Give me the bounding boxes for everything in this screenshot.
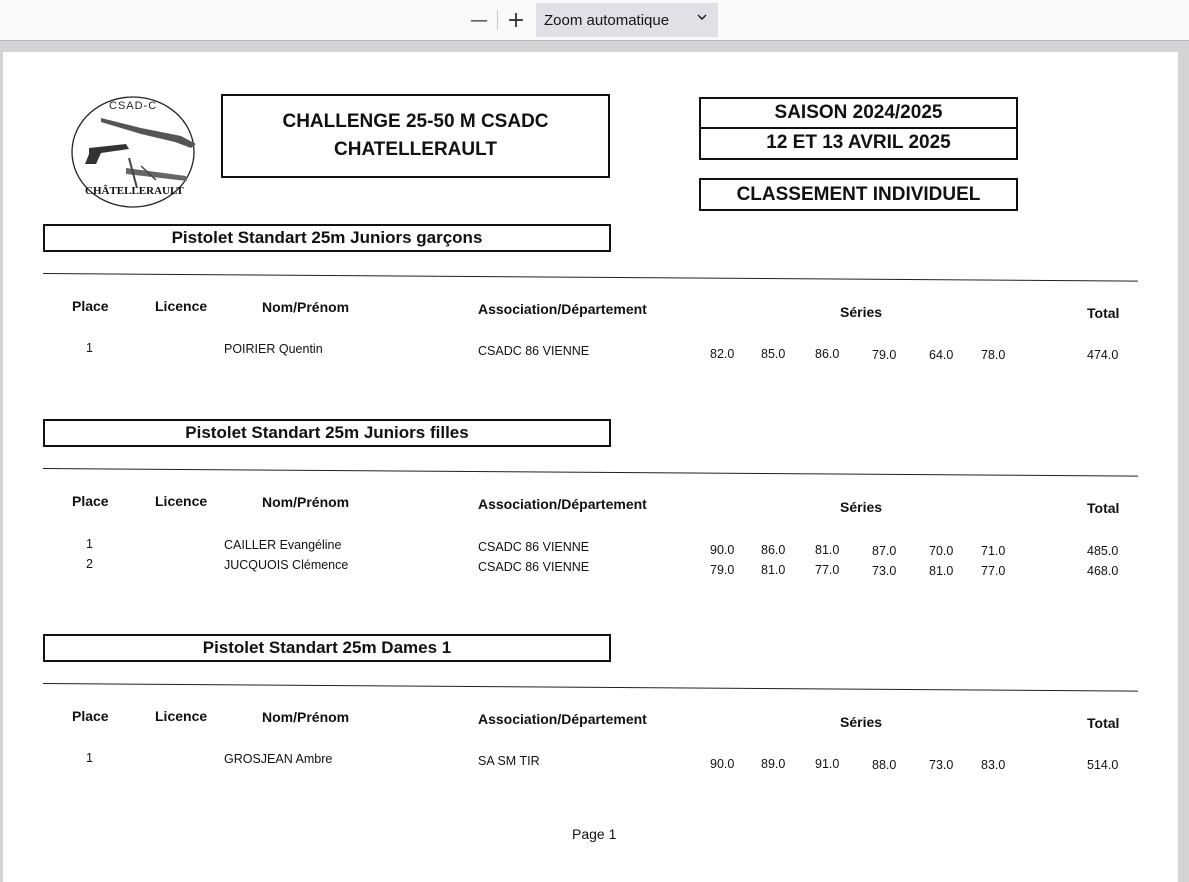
section-title: Pistolet Standart 25m Juniors garçons	[171, 228, 483, 247]
plus-icon: +	[506, 7, 526, 33]
column-header-total: Total	[1087, 305, 1120, 321]
series-cell: 86.0	[815, 347, 840, 361]
section-divider	[43, 273, 1138, 282]
association-cell: SA SM TIR	[478, 754, 540, 768]
name-cell: POIRIER Quentin	[224, 342, 323, 356]
zoom-select-value: Zoom automatique	[544, 11, 670, 29]
total-cell: 514.0	[1087, 758, 1119, 772]
place-cell: 1	[86, 341, 93, 355]
name-cell: GROSJEAN Ambre	[224, 752, 333, 766]
pdf-viewer-toolbar	[0, 0, 1189, 41]
logo-top-text: CSAD-C	[109, 100, 158, 112]
zoom-out-button[interactable]	[465, 6, 493, 34]
column-header-name: Nom/Prénom	[262, 709, 350, 725]
section-title-box	[43, 419, 611, 447]
series-cell: 81.0	[929, 564, 954, 578]
series-cell: 77.0	[815, 563, 840, 577]
total-cell: 474.0	[1087, 348, 1119, 362]
series-cell: 90.0	[710, 543, 735, 557]
page-number: Page 1	[572, 826, 617, 842]
series-cell: 89.0	[761, 757, 786, 771]
total-cell: 485.0	[1087, 544, 1119, 558]
section-title: Pistolet Standart 25m Juniors filles	[185, 423, 469, 442]
series-cell: 73.0	[929, 758, 954, 772]
chevron-down-icon	[696, 11, 708, 27]
column-header-series: Séries	[840, 499, 883, 515]
series-cell: 81.0	[815, 543, 840, 557]
ranking-label: CLASSEMENT INDIVIDUEL	[736, 183, 981, 205]
zoom-in-button[interactable]	[502, 6, 530, 34]
section-divider	[43, 683, 1138, 692]
column-header-association: Association/Département	[478, 301, 647, 317]
series-cell: 71.0	[981, 544, 1006, 558]
column-header-series: Séries	[840, 304, 883, 320]
series-cell: 88.0	[872, 758, 897, 772]
series-cell: 90.0	[710, 757, 735, 771]
zoom-select[interactable]	[536, 3, 718, 37]
place-cell: 2	[86, 557, 93, 571]
name-cell: CAILLER Evangéline	[224, 538, 342, 552]
place-cell: 1	[86, 751, 93, 765]
toolbar-separator	[497, 10, 498, 30]
section-title: Pistolet Standart 25m Dames 1	[202, 638, 452, 657]
section-title-box	[43, 224, 611, 252]
dates-label: 12 ET 13 AVRIL 2025	[766, 131, 951, 153]
column-header-total: Total	[1087, 715, 1120, 731]
season-box	[699, 97, 1018, 129]
section-title-box	[43, 634, 611, 662]
association-cell: CSADC 86 VIENNE	[478, 540, 590, 554]
dates-box	[699, 127, 1018, 160]
column-header-place: Place	[72, 298, 109, 314]
event-title-box	[221, 94, 610, 178]
minus-icon: —	[470, 9, 488, 31]
column-header-place: Place	[72, 708, 109, 724]
column-header-association: Association/Département	[478, 711, 647, 727]
club-logo	[71, 96, 201, 211]
column-header-name: Nom/Prénom	[262, 299, 350, 315]
section-divider	[43, 468, 1138, 477]
name-cell: JUCQUOIS Clémence	[224, 558, 349, 572]
vertical-scrollbar[interactable]	[1178, 52, 1189, 872]
column-header-total: Total	[1087, 500, 1120, 516]
series-cell: 79.0	[710, 563, 735, 577]
pdf-page	[3, 52, 1178, 882]
column-header-name: Nom/Prénom	[262, 494, 350, 510]
series-cell: 83.0	[981, 758, 1006, 772]
event-title-line1: CHALLENGE 25-50 M CSADC	[282, 111, 549, 132]
column-header-association: Association/Département	[478, 496, 647, 512]
series-cell: 77.0	[981, 564, 1006, 578]
ranking-box	[699, 178, 1018, 211]
series-cell: 64.0	[929, 348, 954, 362]
column-header-licence: Licence	[155, 493, 208, 509]
logo-bottom-text: CHÂTELLERAULT	[85, 185, 184, 197]
series-cell: 73.0	[872, 564, 897, 578]
association-cell: CSADC 86 VIENNE	[478, 560, 590, 574]
total-cell: 468.0	[1087, 564, 1119, 578]
place-cell: 1	[86, 537, 93, 551]
column-header-series: Séries	[840, 714, 883, 730]
series-cell: 81.0	[761, 563, 786, 577]
series-cell: 70.0	[929, 544, 954, 558]
column-header-licence: Licence	[155, 708, 208, 724]
series-cell: 78.0	[981, 348, 1006, 362]
series-cell: 87.0	[872, 544, 897, 558]
series-cell: 82.0	[710, 347, 735, 361]
column-header-licence: Licence	[155, 298, 208, 314]
season-label: SAISON 2024/2025	[774, 102, 943, 123]
series-cell: 85.0	[761, 347, 786, 361]
series-cell: 86.0	[761, 543, 786, 557]
series-cell: 79.0	[872, 348, 897, 362]
event-title-line2: CHATELLERAULT	[334, 139, 497, 160]
column-header-place: Place	[72, 493, 109, 509]
association-cell: CSADC 86 VIENNE	[478, 344, 590, 358]
series-cell: 91.0	[815, 757, 840, 771]
